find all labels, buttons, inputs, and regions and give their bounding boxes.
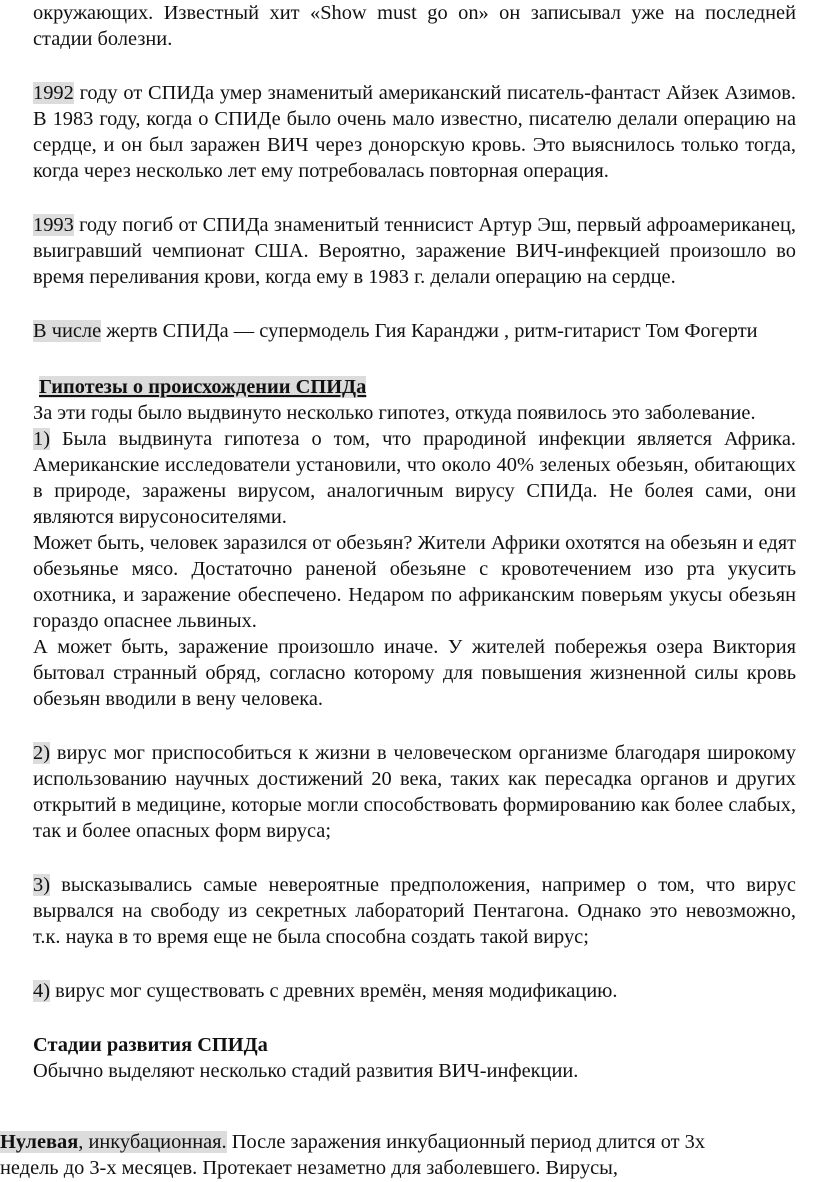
document-page [33,0,796,1084]
hypothesis-1-paragraph-3: А может быть, заражение произошло иначе. У жителей побережья озера Виктория бытовал странный обряд, согласно которому для повышения жизненной силы кровь обезьян вводили в вену человека. [33,636,796,710]
hypothesis-4: 4) вирус мог существовать с древних времён, меняя модификацию. [33,980,618,1002]
paragraph-victims: В числе жертв СПИДа — супермодель Гия Каранджи , ритм-гитарист Том Фогерти [33,320,758,342]
stages-heading: Стадии развития СПИДа [33,1034,268,1056]
number-highlight: 2) [33,742,50,764]
paragraph-intro-end: окружающих. Известный хит «Show must go on» он записывал уже на последней стадии болезни. [33,2,796,50]
hypotheses-heading: Гипотезы о происхождении СПИДа [39,376,367,398]
stages-intro: Обычно выделяют несколько стадий развития ВИЧ-инфекции. [33,1060,579,1082]
hypotheses-intro: За эти годы было выдвинуто несколько гипотез, откуда появилось это заболевание. [33,402,756,424]
number-highlight: 1) [33,428,50,450]
number-highlight: 3) [33,874,50,896]
paragraph-ashe: 1993 году погиб от СПИДа знаменитый теннисист Артур Эш, первый афроамериканец, выигравший чемпионат США. Вероятно, заражение ВИЧ-инфекцией произошло во время переливания крови, когда ему в 1983 г. делали операцию на сердце. [33,214,796,288]
stage-zero-line-2: недель до 3-х месяцев. Протекает незаметно для заболевшего. Вирусы, [0,1157,618,1179]
stage-zero-highlight: Нулевая, инкубационная. [0,1131,227,1153]
year-highlight: 1992 [33,82,74,104]
stage-zero-line-1: Нулевая, инкубационная. После заражения инкубационный период длится от 3х [0,1131,706,1153]
year-highlight: 1993 [33,214,74,236]
hypothesis-2: 2) вирус мог приспособиться к жизни в человеческом организме благодаря широкому использованию научных достижений 20 века, таких как пересадка органов и других открытий в медицине, которые могли способствовать формированию как более слабых, так и более опасных форм вируса; [33,742,796,842]
hypothesis-1-paragraph-2: Может быть, человек заразился от обезьян? Жители Африки охотятся на обезьян и едят обезьянье мясо. Достаточно раненой обезьяне с кровотечением изо рта укусить охотника, и заражение обеспечено. Недаром по африканским поверьям укусы обезьян гораздо опаснее львиных. [33,532,796,632]
hypothesis-3: 3) высказывались самые невероятные предположения, например о том, что вирус вырвался на свободу из секретных лабораторий Пентагона. Однако это невозможно, т.к. наука в то время еще не была способна создать такой вирус; [33,874,796,948]
paragraph-asimov: 1992 году от СПИДа умер знаменитый американский писатель-фантаст Айзек Азимов. В 1983 году, когда о СПИДе было очень мало известно, писателю делали операцию на сердце, и он был заражен ВИЧ через донорскую кровь. Это выяснилось только тогда, когда через несколько лет ему потребовалась повторная операция. [33,82,796,182]
number-highlight: 4) [33,980,50,1002]
phrase-highlight: В числе [33,320,102,342]
hypothesis-1: 1) Была выдвинута гипотеза о том, что прародиной инфекции является Африка. Американские исследователи установили, что около 40% зеленых обезьян, обитающих в природе, заражены вирусом, аналогичным вирусу СПИДа. Не болея сами, они являются вирусоносителями. [33,428,796,528]
